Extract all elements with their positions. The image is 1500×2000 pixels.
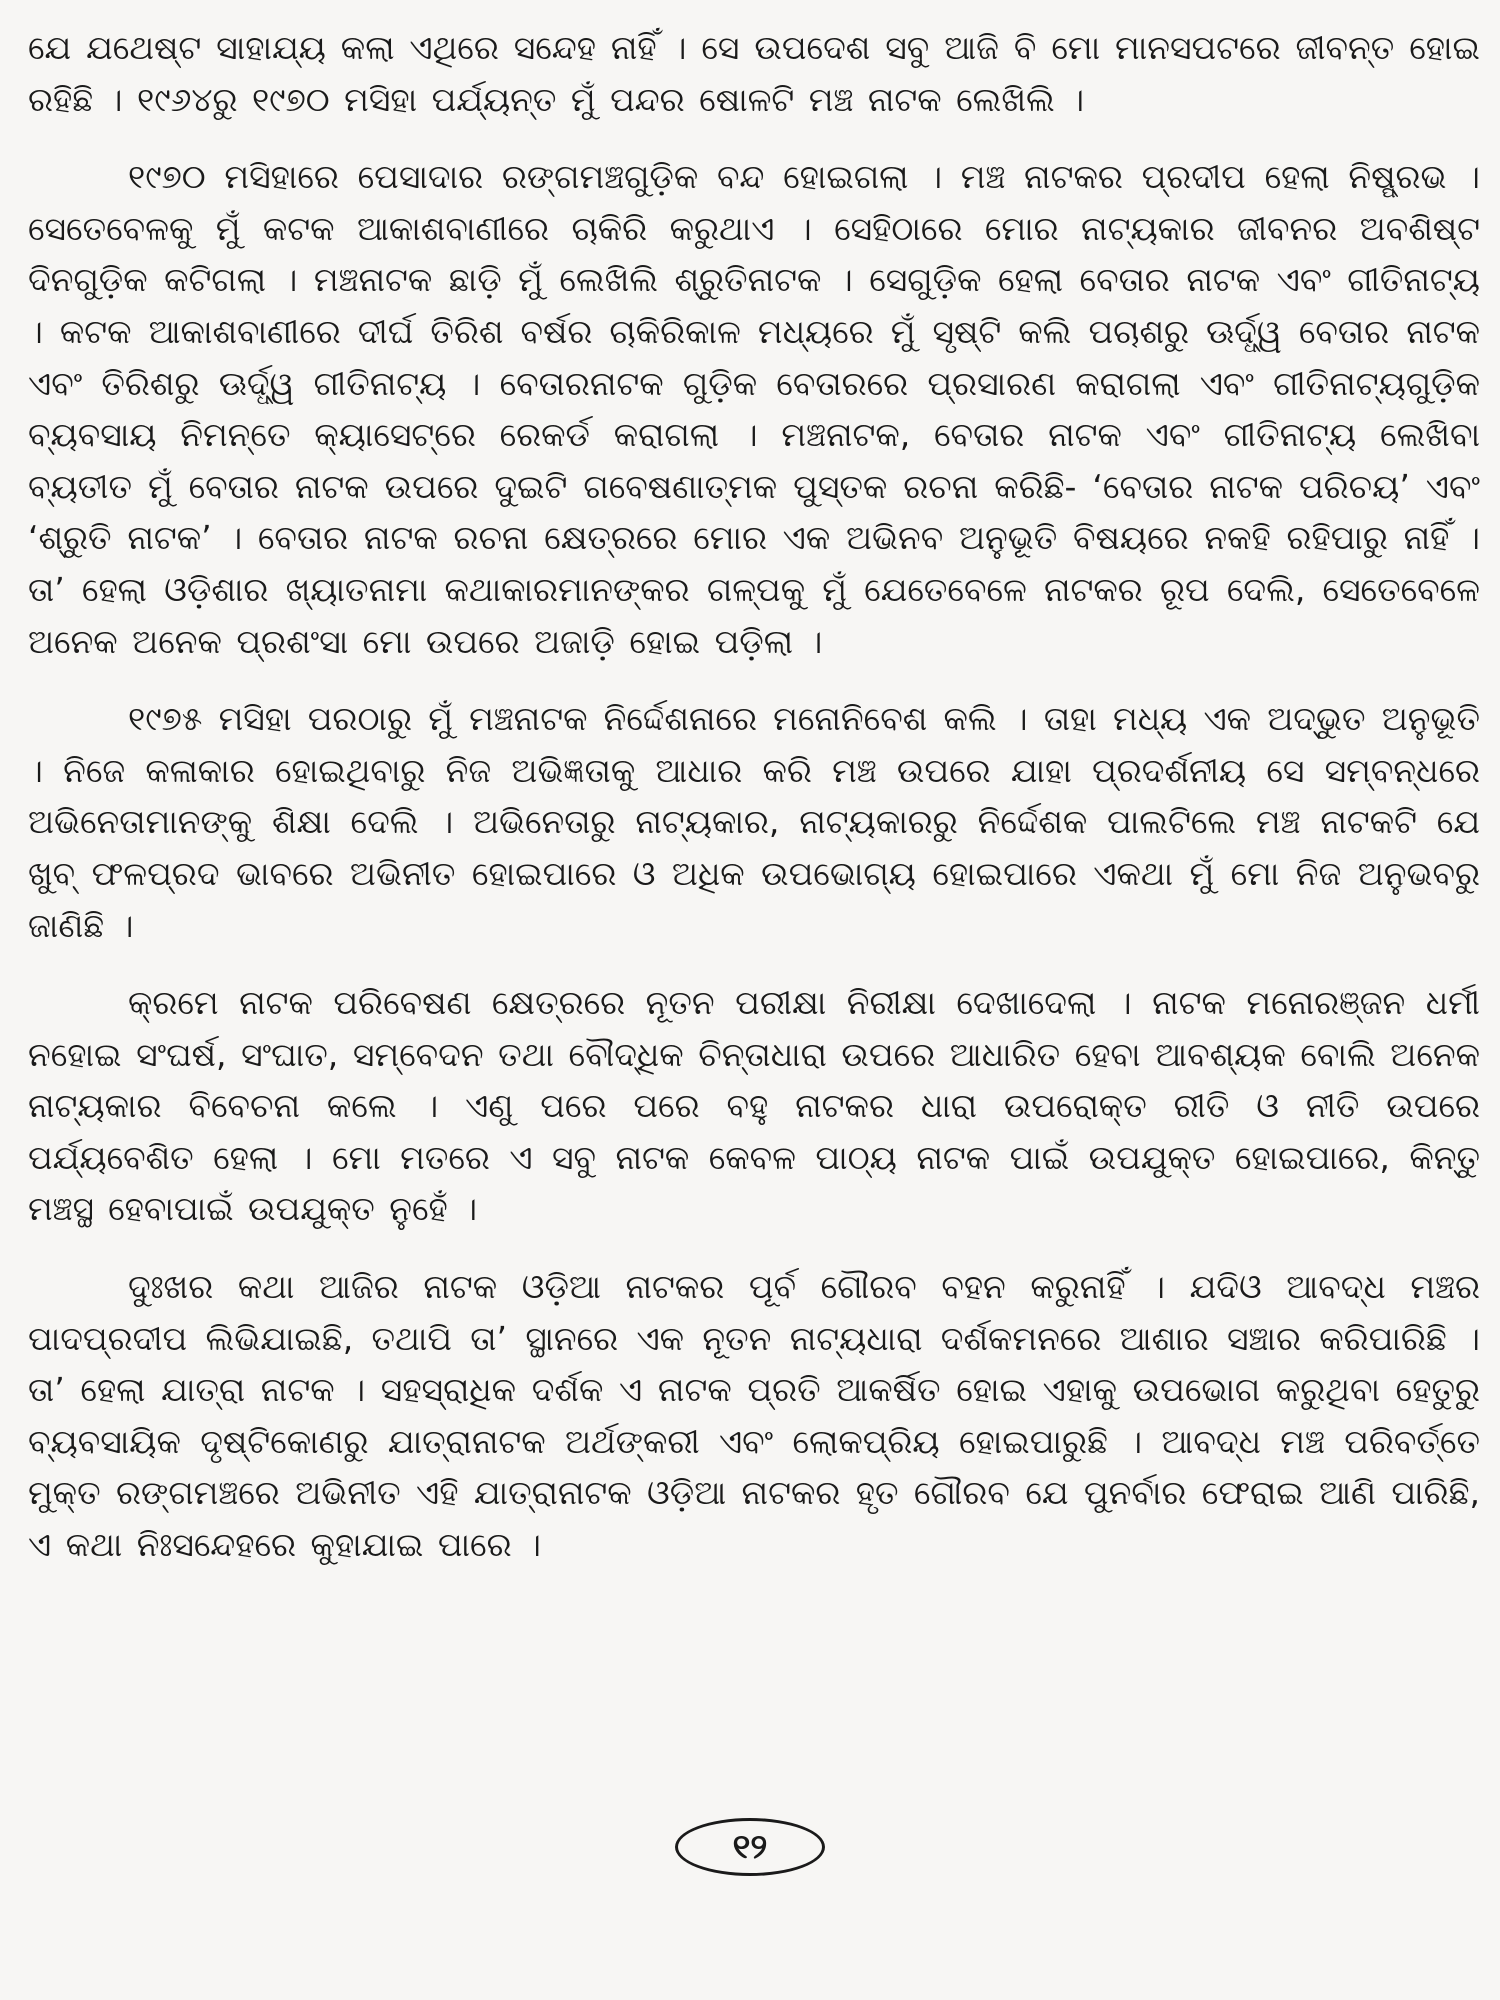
paragraph-5: ଦୁଃଖର କଥା ଆଜିର ନାଟକ ଓଡ଼ିଆ ନାଟକର ପୂର୍ବ ଗୌରବ ବହନ କରୁନାହିଁ । ଯଦିଓ ଆବଦ୍ଧ ମଞ୍ଚର ପାଦପ୍ରଦୀପ ଲିଭିଯାଇଛି, ତଥାପି ତା’ ସ୍ଥାନରେ ଏକ ନୂତନ ନାଟ୍ୟଧାରା ଦର୍ଶକମନରେ ଆଶାର ସଞ୍ଚାର କରିପାରିଛି । ତା’ ହେଲା ଯାତ୍ରା ନାଟକ । ସହସ୍ରାଧିକ ଦର୍ଶକ ଏ ନାଟକ ପ୍ରତି ଆକର୍ଷିତ ହୋଇ ଏହାକୁ ଉପଭୋଗ କରୁଥିବା ହେତୁରୁ ବ୍ୟବସାୟିକ ଦୃଷ୍ଟିକୋଣରୁ ଯାତ୍ରାନାଟକ ଅର୍ଥଙ୍କରୀ ଏବଂ ଲୋକପ୍ରିୟ ହୋଇପାରୁଛି । ଆବଦ୍ଧ ମଞ୍ଚ ପରିବର୍ତ୍ତେ ମୁକ୍ତ ରଙ୍ଗମଞ୍ଚରେ ଅଭିନୀତ ଏହି ଯାତ୍ରାନାଟକ ଓଡ଼ିଆ ନାଟକର ହୃତ ଗୌରବ ଯେ ପୁନର୍ବାର ଫେରାଇ ଆଣି ପାରିଛି, ଏ କଥା ନିଃସନ୍ଦେହରେ କୁହାଯାଇ ପାରେ । xyxy=(28,1267,1480,1565)
page-footer xyxy=(0,1818,1500,1876)
paragraph-4: କ୍ରମେ ନାଟକ ପରିବେଷଣ କ୍ଷେତ୍ରରେ ନୂତନ ପରୀକ୍ଷା ନିରୀକ୍ଷା ଦେଖାଦେଲା । ନାଟକ ମନୋରଞ୍ଜନ ଧର୍ମୀ ନହୋଇ ସଂଘର୍ଷ, ସଂଘାତ, ସମ୍ବେଦନ ତଥା ବୌଦ୍ଧିକ ଚିନ୍ତାଧାରା ଉପରେ ଆଧାରିତ ହେବା ଆବଶ୍ୟକ ବୋଲି ଅନେକ ନାଟ୍ୟକାର ବିବେଚନା କଲେ । ଏଣୁ ପରେ ପରେ ବହୁ ନାଟକର ଧାରା ଉପରୋକ୍ତ ରୀତି ଓ ନୀତି ଉପରେ ପର୍ଯ୍ୟବେଶିତ ହେଲା । ମୋ ମତରେ ଏ ସବୁ ନାଟକ କେବଳ ପାଠ୍ୟ ନାଟକ ପାଇଁ ଉପଯୁକ୍ତ ହୋଇପାରେ, କିନ୍ତୁ ମଞ୍ଚସ୍ଥ ହେବାପାଇଁ ଉପଯୁକ୍ତ ନୁହେଁ । xyxy=(28,983,1480,1229)
paragraph-3: ୧୯୭୫ ମସିହା ପରଠାରୁ ମୁଁ ମଞ୍ଚନାଟକ ନିର୍ଦ୍ଦେଶନାରେ ମନୋନିବେଶ କଲି । ତାହା ମଧ୍ୟ ଏକ ଅଦ୍ଭୁତ ଅନୁଭୂତି । ନିଜେ କଳାକାର ହୋଇଥିବାରୁ ନିଜ ଅଭିଜ୍ଞତାକୁ ଆଧାର କରି ମଞ୍ଚ ଉପରେ ଯାହା ପ୍ରଦର୍ଶନୀୟ ସେ ସମ୍ବନ୍ଧରେ ଅଭିନେତାମାନଙ୍କୁ ଶିକ୍ଷା ଦେଲି । ଅଭିନେତାରୁ ନାଟ୍ୟକାର, ନାଟ୍ୟକାରରୁ ନିର୍ଦ୍ଦେଶକ ପାଲଟିଲେ ମଞ୍ଚ ନାଟକଟି ଯେ ଖୁବ୍ ଫଳପ୍ରଦ ଭାବରେ ଅଭିନୀତ ହୋଇପାରେ ଓ ଅଧିକ ଉପଭୋଗ୍ୟ ହୋଇପାରେ ଏକଥା ମୁଁ ମୋ ନିଜ ଅନୁଭବରୁ ଜାଣିଛି । xyxy=(28,699,1480,945)
document-page xyxy=(28,22,1480,1922)
paragraph-1: ଯେ ଯଥେଷ୍ଟ ସାହାଯ୍ୟ କଲା ଏଥିରେ ସନ୍ଦେହ ନାହିଁ । ସେ ଉପଦେଶ ସବୁ ଆଜି ବି ମୋ ମାନସପଟରେ ଜୀବନ୍ତ ହୋଇ ରହିଛି । ୧୯୬୪ରୁ ୧୯୭୦ ମସିହା ପର୍ଯ୍ୟନ୍ତ ମୁଁ ପନ୍ଦର ଷୋଳଟି ମଞ୍ଚ ନାଟକ ଲେଖିଲି । xyxy=(28,28,1480,119)
page-number: ୧୨ xyxy=(732,1827,768,1867)
page-number-badge xyxy=(675,1818,825,1876)
paragraph-2: ୧୯୭୦ ମସିହାରେ ପେସାଦାର ରଙ୍ଗମଞ୍ଚଗୁଡ଼ିକ ବନ୍ଦ ହୋଇଗଲା । ମଞ୍ଚ ନାଟକର ପ୍ରଦୀପ ହେଲା ନିଷ୍ପ୍ରଭ । ସେତେବେଳକୁ ମୁଁ କଟକ ଆକାଶବାଣୀରେ ଚାକିରି କରୁଥାଏ । ସେହିଠାରେ ମୋର ନାଟ୍ୟକାର ଜୀବନର ଅବଶିଷ୍ଟ ଦିନଗୁଡ଼ିକ କଟିଗଲା । ମଞ୍ଚନାଟକ ଛାଡ଼ି ମୁଁ ଲେଖିଲି ଶ୍ରୁତିନାଟକ । ସେଗୁଡ଼ିକ ହେଲା ବେତାର ନାଟକ ଏବଂ ଗୀତିନାଟ୍ୟ । କଟକ ଆକାଶବାଣୀରେ ଦୀର୍ଘ ତିରିଶ ବର୍ଷର ଚାକିରିକାଳ ମଧ୍ୟରେ ମୁଁ ସୃଷ୍ଟି କଲି ପଚାଶରୁ ଊର୍ଦ୍ଧ୍ୱ ବେତାର ନାଟକ ଏବଂ ତିରିଶରୁ ଊର୍ଦ୍ଧ୍ୱ ଗୀତିନାଟ୍ୟ । ବେତାରନାଟକ ଗୁଡ଼ିକ ବେତାରରେ ପ୍ରସାରଣ କରାଗଲା ଏବଂ ଗୀତିନାଟ୍ୟଗୁଡ଼ିକ ବ୍ୟବସାୟ ନିମନ୍ତେ କ୍ୟାସେଟ୍‌ରେ ରେକର୍ଡ କରାଗଲା । ମଞ୍ଚନାଟକ, ବେତାର ନାଟକ ଏବଂ ଗୀତିନାଟ୍ୟ ଲେଖିବା ବ୍ୟତୀତ ମୁଁ ବେତାର ନାଟକ ଉପରେ ଦୁଇଟି ଗବେଷଣାତ୍ମକ ପୁସ୍ତକ ରଚନା କରିଛି- ‘ବେତାର ନାଟକ ପରିଚୟ’ ଏବଂ ‘ଶ୍ରୁତି ନାଟକ’ । ବେତାର ନାଟକ ରଚନା କ୍ଷେତ୍ରରେ ମୋର ଏକ ଅଭିନବ ଅନୁଭୂତି ବିଷୟରେ ନକହି ରହିପାରୁ ନାହିଁ । ତା’ ହେଲା ଓଡ଼ିଶାର ଖ୍ୟାତନାମା କଥାକାରମାନଙ୍କର ଗଳ୍ପକୁ ମୁଁ ଯେତେବେଳେ ନାଟକର ରୂପ ଦେଲି, ସେତେବେଳେ ଅନେକ ଅନେକ ପ୍ରଶଂସା ମୋ ଉପରେ ଅଜାଡ଼ି ହୋଇ ପଡ଼ିଲା । xyxy=(28,157,1480,661)
